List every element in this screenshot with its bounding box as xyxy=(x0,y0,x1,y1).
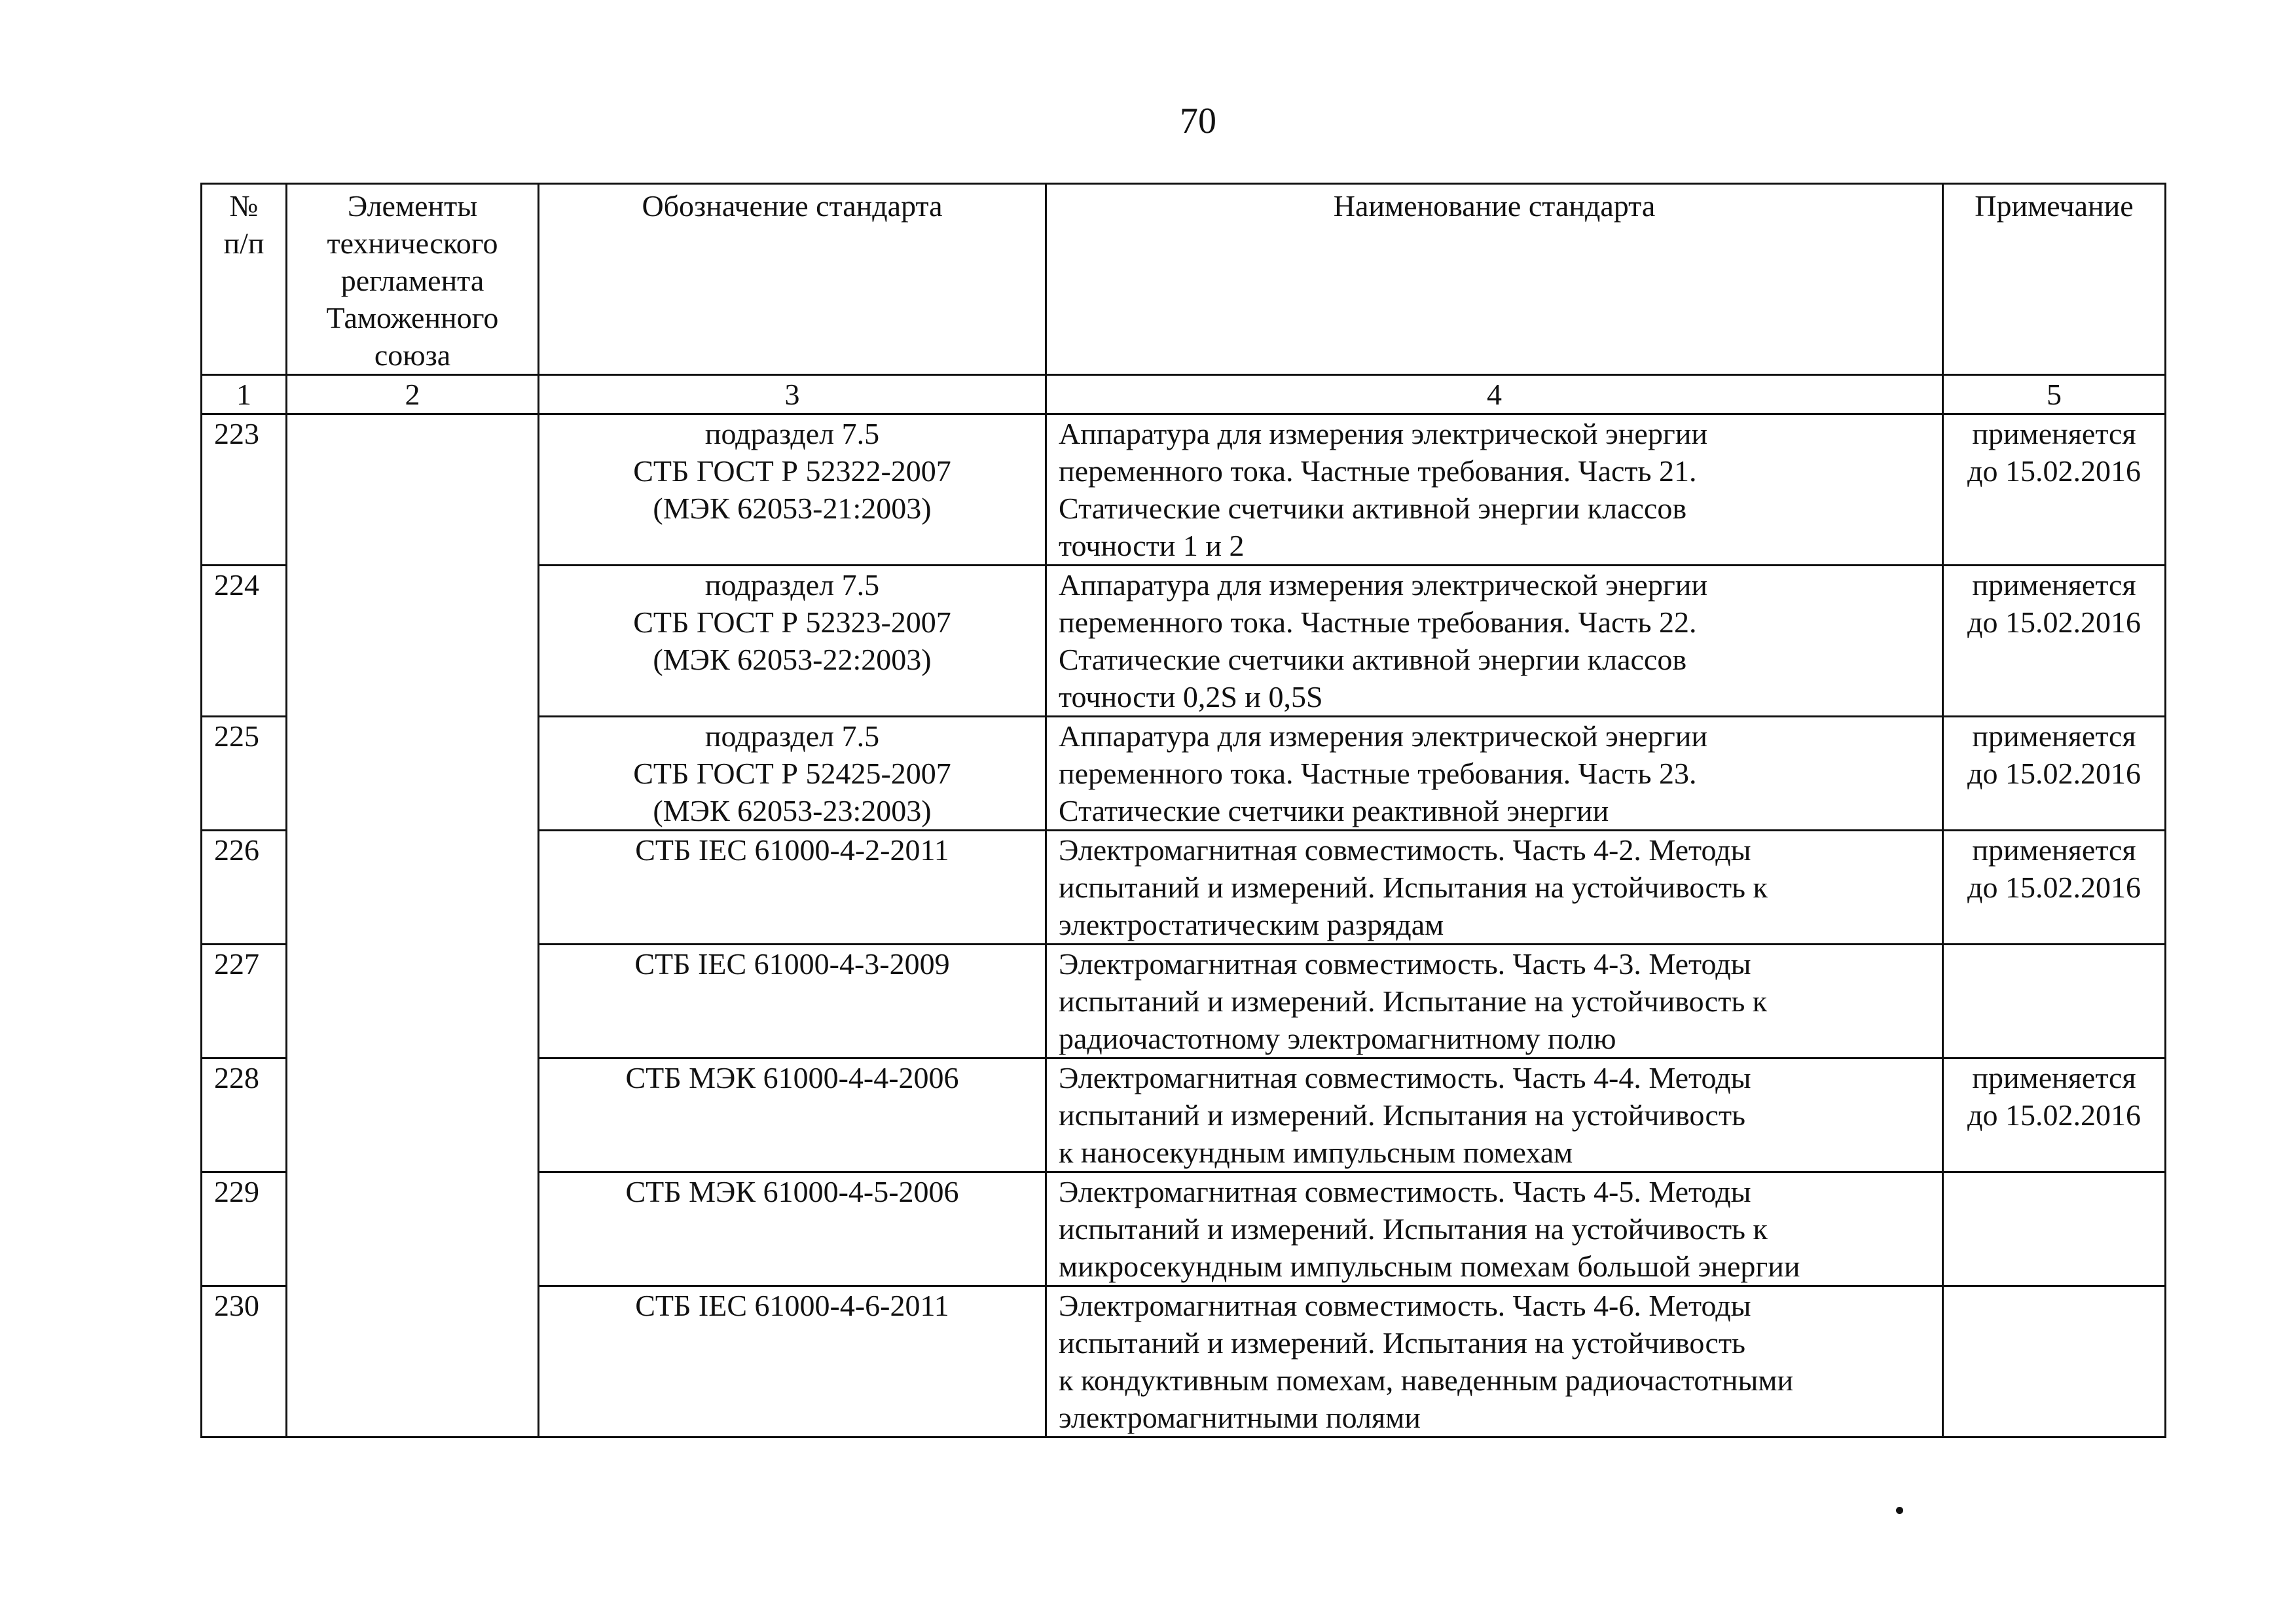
row-number: 225 xyxy=(202,717,287,831)
standard-note xyxy=(1943,945,2166,1058)
standard-title-line: радиочастотному электромагнитному полю xyxy=(1059,1022,1616,1055)
standard-title-line: испытаний и измерений. Испытания на устойчивость к xyxy=(1059,871,1768,904)
standard-note xyxy=(1943,414,2166,566)
standard-note xyxy=(1943,566,2166,717)
standard-designation xyxy=(539,831,1046,945)
standard-title xyxy=(1046,717,1943,831)
row-number: 229 xyxy=(202,1172,287,1286)
standard-designation-line: СТБ IEC 61000-4-2-2011 xyxy=(635,833,949,867)
standard-title-line: испытаний и измерений. Испытания на устойчивость xyxy=(1059,1098,1746,1132)
standard-title-line: Статические счетчики активной энергии классов xyxy=(1059,492,1687,525)
standard-title-line: испытаний и измерений. Испытания на устойчивость к xyxy=(1059,1212,1768,1246)
standard-title-line: Аппаратура для измерения электрической энергии xyxy=(1059,417,1707,450)
row-number: 224 xyxy=(202,566,287,717)
standard-designation-line: подраздел 7.5 xyxy=(704,568,880,602)
standard-title xyxy=(1046,566,1943,717)
standard-title-line: электромагнитными полями xyxy=(1059,1401,1421,1434)
standard-title-line: Электромагнитная совместимость. Часть 4-4. Методы xyxy=(1059,1061,1751,1094)
row-number: 227 xyxy=(202,945,287,1058)
standard-note-line: применяется xyxy=(1972,1061,2136,1094)
column-number: 2 xyxy=(287,375,539,414)
standard-note xyxy=(1943,1172,2166,1286)
regulation-elements-cell xyxy=(287,414,539,1437)
standard-title-line: переменного тока. Частные требования. Часть 23. xyxy=(1059,757,1697,790)
standard-title-line: испытаний и измерений. Испытания на устойчивость xyxy=(1059,1326,1746,1360)
standard-designation-line: подраздел 7.5 xyxy=(704,719,880,753)
header-designation: Обозначение стандарта xyxy=(539,184,1046,375)
standard-title-line: Электромагнитная совместимость. Часть 4-2. Методы xyxy=(1059,833,1751,867)
standard-note-line: применяется xyxy=(1972,568,2136,602)
standard-designation-line: СТБ IEC 61000-4-3-2009 xyxy=(634,947,950,981)
standard-title xyxy=(1046,831,1943,945)
standard-title xyxy=(1046,1286,1943,1437)
standard-designation xyxy=(539,945,1046,1058)
standard-title-line: Электромагнитная совместимость. Часть 4-3. Методы xyxy=(1059,947,1751,981)
row-number: 223 xyxy=(202,414,287,566)
standard-designation-line: СТБ МЭК 61000-4-4-2006 xyxy=(625,1061,959,1094)
standard-designation-line: СТБ IEC 61000-4-6-2011 xyxy=(635,1289,949,1322)
standard-designation-line: СТБ МЭК 61000-4-5-2006 xyxy=(625,1175,959,1208)
standard-note-line: применяется xyxy=(1972,833,2136,867)
standard-title-line: Статические счетчики реактивной энергии xyxy=(1059,794,1609,827)
standard-designation-line: (МЭК 62053-23:2003) xyxy=(653,794,932,827)
header-num-line-1: № xyxy=(229,189,259,223)
standard-designation xyxy=(539,566,1046,717)
header-num xyxy=(202,184,287,375)
row-number: 230 xyxy=(202,1286,287,1437)
standard-title-line: переменного тока. Частные требования. Часть 21. xyxy=(1059,454,1697,488)
standard-designation-line: СТБ ГОСТ Р 52322-2007 xyxy=(633,454,951,488)
standard-designation-line: СТБ ГОСТ Р 52425-2007 xyxy=(633,757,951,790)
standard-designation xyxy=(539,1058,1046,1172)
standard-title-line: переменного тока. Частные требования. Часть 22. xyxy=(1059,605,1697,639)
standard-note-line: до 15.02.2016 xyxy=(1967,605,2141,639)
standard-title-line: к наносекундным импульсным помехам xyxy=(1059,1136,1573,1169)
row-number: 226 xyxy=(202,831,287,945)
header-elements xyxy=(287,184,539,375)
standard-title xyxy=(1046,945,1943,1058)
standard-title-line: точности 0,2S и 0,5S xyxy=(1059,680,1323,713)
table-row xyxy=(202,414,2166,566)
standard-title-line: Аппаратура для измерения электрической энергии xyxy=(1059,568,1707,602)
standard-note-line: применяется xyxy=(1972,719,2136,753)
header-elements-line: союза xyxy=(374,338,451,372)
standard-title-line: электростатическим разрядам xyxy=(1059,908,1444,941)
standard-title-line: микросекундным импульсным помехам большой энергии xyxy=(1059,1250,1800,1283)
standard-title-line: Аппаратура для измерения электрической энергии xyxy=(1059,719,1707,753)
standard-note xyxy=(1943,1058,2166,1172)
standard-title xyxy=(1046,1172,1943,1286)
standard-note xyxy=(1943,717,2166,831)
header-elements-line: регламента xyxy=(340,264,484,297)
page-number: 70 xyxy=(1180,101,1216,141)
standard-note-line: до 15.02.2016 xyxy=(1967,757,2141,790)
standard-note-line: до 15.02.2016 xyxy=(1967,871,2141,904)
standard-title-line: к кондуктивным помехам, наведенным радиочастотными xyxy=(1059,1363,1794,1397)
standard-title-line: Электромагнитная совместимость. Часть 4-5. Методы xyxy=(1059,1175,1751,1208)
standards-table xyxy=(200,183,2166,1438)
standard-designation-line: подраздел 7.5 xyxy=(704,417,880,450)
standard-note-line: до 15.02.2016 xyxy=(1967,454,2141,488)
standard-designation-line: СТБ ГОСТ Р 52323-2007 xyxy=(633,605,951,639)
standard-designation-line: (МЭК 62053-21:2003) xyxy=(653,492,932,525)
column-numbers-row xyxy=(202,375,2166,414)
standard-title-line: Статические счетчики активной энергии классов xyxy=(1059,643,1687,676)
standard-title-line: испытаний и измерений. Испытание на устойчивость к xyxy=(1059,984,1768,1018)
standard-note-line: применяется xyxy=(1972,417,2136,450)
standard-title xyxy=(1046,1058,1943,1172)
row-number: 228 xyxy=(202,1058,287,1172)
column-number: 5 xyxy=(1943,375,2166,414)
table-header-row xyxy=(202,184,2166,375)
column-number: 3 xyxy=(539,375,1046,414)
header-elements-line: Элементы xyxy=(347,189,478,223)
standard-designation-line: (МЭК 62053-22:2003) xyxy=(653,643,932,676)
standard-note xyxy=(1943,1286,2166,1437)
stray-dot xyxy=(1896,1507,1903,1514)
standard-title xyxy=(1046,414,1943,566)
header-num-line-2: п/п xyxy=(223,226,264,260)
standard-title-line: Электромагнитная совместимость. Часть 4-6. Методы xyxy=(1059,1289,1751,1322)
standard-note-line: до 15.02.2016 xyxy=(1967,1098,2141,1132)
standard-note xyxy=(1943,831,2166,945)
standard-title-line: точности 1 и 2 xyxy=(1059,529,1245,562)
column-number: 4 xyxy=(1046,375,1943,414)
header-elements-line: технического xyxy=(327,226,498,260)
column-number: 1 xyxy=(202,375,287,414)
header-elements-line: Таможенного xyxy=(326,301,499,334)
header-title: Наименование стандарта xyxy=(1046,184,1943,375)
standard-designation xyxy=(539,1286,1046,1437)
standard-designation xyxy=(539,414,1046,566)
standard-designation xyxy=(539,1172,1046,1286)
standard-designation xyxy=(539,717,1046,831)
header-note: Примечание xyxy=(1943,184,2166,375)
